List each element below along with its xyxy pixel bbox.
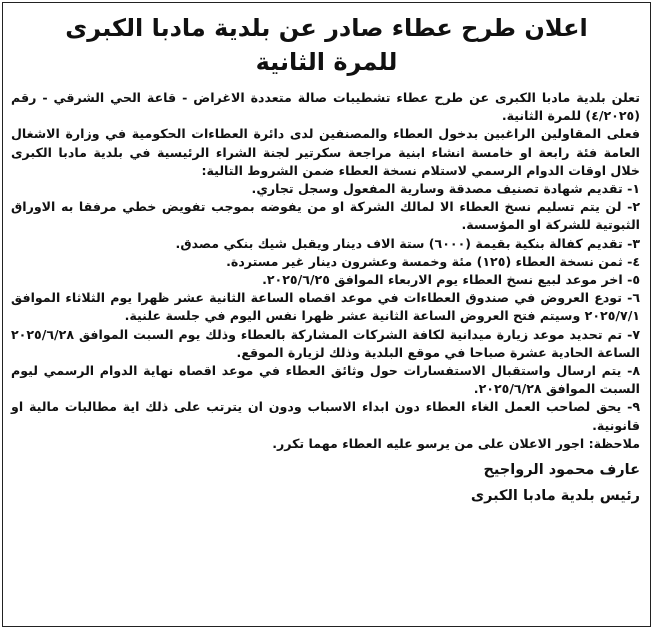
note-text: ملاحظة: اجور الاعلان على من يرسو عليه العطاء مهما تكرر.: [272, 435, 640, 451]
condition-item: ٨- يتم ارسال واستقبال الاستفسارات حول وثائق العطاء في موعد اقصاه نهاية الدوام الرسمي ليوم السبت الموافق ٢٠٢٥/٦/٢٨.: [11, 363, 640, 397]
condition-item: ٥- اخر موعد لبيع نسخ العطاء يوم الاربعاء الموافق ٢٠٢٥/٦/٢٥.: [262, 272, 640, 288]
conditions-list: [11, 180, 640, 435]
condition-item: ٣- تقديم كفالة بنكية بقيمة (٦٠٠٠) ستة الاف دينار ويقبل شيك بنكي مصدق.: [175, 235, 640, 251]
condition-item: ٩- يحق لصاحب العمل الغاء العطاء دون ابداء الاسباب ودون ان يترتب على ذلك اية مطالبات مالية او قانونية.: [11, 399, 640, 433]
condition-item: ١- تقديم شهادة تصنيف مصدقة وسارية المفعول وسجل تجاري.: [251, 181, 640, 197]
announcement-title: [13, 11, 640, 79]
condition-item: ٤- ثمن نسخة العطاء (١٢٥) مئة وخمسة وعشرون دينار غير مستردة.: [226, 253, 640, 269]
intro-paragraph: تعلن بلدية مادبا الكبرى عن طرح عطاء تشطيبات صالة متعددة الاغراض - قاعة الحي الشرقي - رقم (٤/٢٠٢٥) للمرة الثانية.: [11, 90, 640, 124]
condition-item: ٦- تودع العروض في صندوق العطاءات في موعد اقصاه الساعة الثانية عشر ظهرا يوم الثلاثاء الموافق ٢٠٢٥/٧/١ وسيتم فتح العروض الساعة الثانية عشر ظهرا نفس اليوم في جلسة علنية.: [11, 290, 640, 324]
title-line-1: اعلان طرح عطاء صادر عن بلدية مادبا الكبرى: [65, 14, 588, 42]
signatory-name: عارف محمود الرواجيح: [483, 462, 640, 479]
title-line-2: للمرة الثانية: [255, 48, 398, 76]
announcement-body: [11, 89, 640, 453]
signature-block: [3, 457, 650, 509]
signatory-title: رئيس بلدية مادبا الكبرى: [470, 488, 640, 505]
announcement-frame: [2, 2, 651, 627]
condition-item: ٧- تم تحديد موعد زيارة ميدانية لكافة الشركات المشاركة بالعطاء وذلك يوم السبت الموافق ٢٠٢٥/٦/٢٨ الساعة الحادية عشرة صباحا في موقع البلدية وذلك لزيارة الموقع.: [11, 326, 640, 360]
condition-item: ٢- لن يتم تسليم نسخ العطاء الا لمالك الشركة او من يفوضه بموجب تفويض خطي مرفقا به الاوراق الثبوتية للشركة او المؤسسة.: [11, 199, 640, 233]
eligibility-paragraph: فعلى المقاولين الراغبين بدخول العطاء والمصنفين لدى دائرة العطاءات الحكومية في وزارة الاشغال العامة فئة رابعة او خامسة انشاء ابنية مراجعة سكرتير لجنة الشراء الرئيسية في بلدية مادبا الكبرى خلال اوقات الدوام الرسمي لاستلام نسخة العطاء ضمن الشروط التالية:: [11, 126, 640, 178]
